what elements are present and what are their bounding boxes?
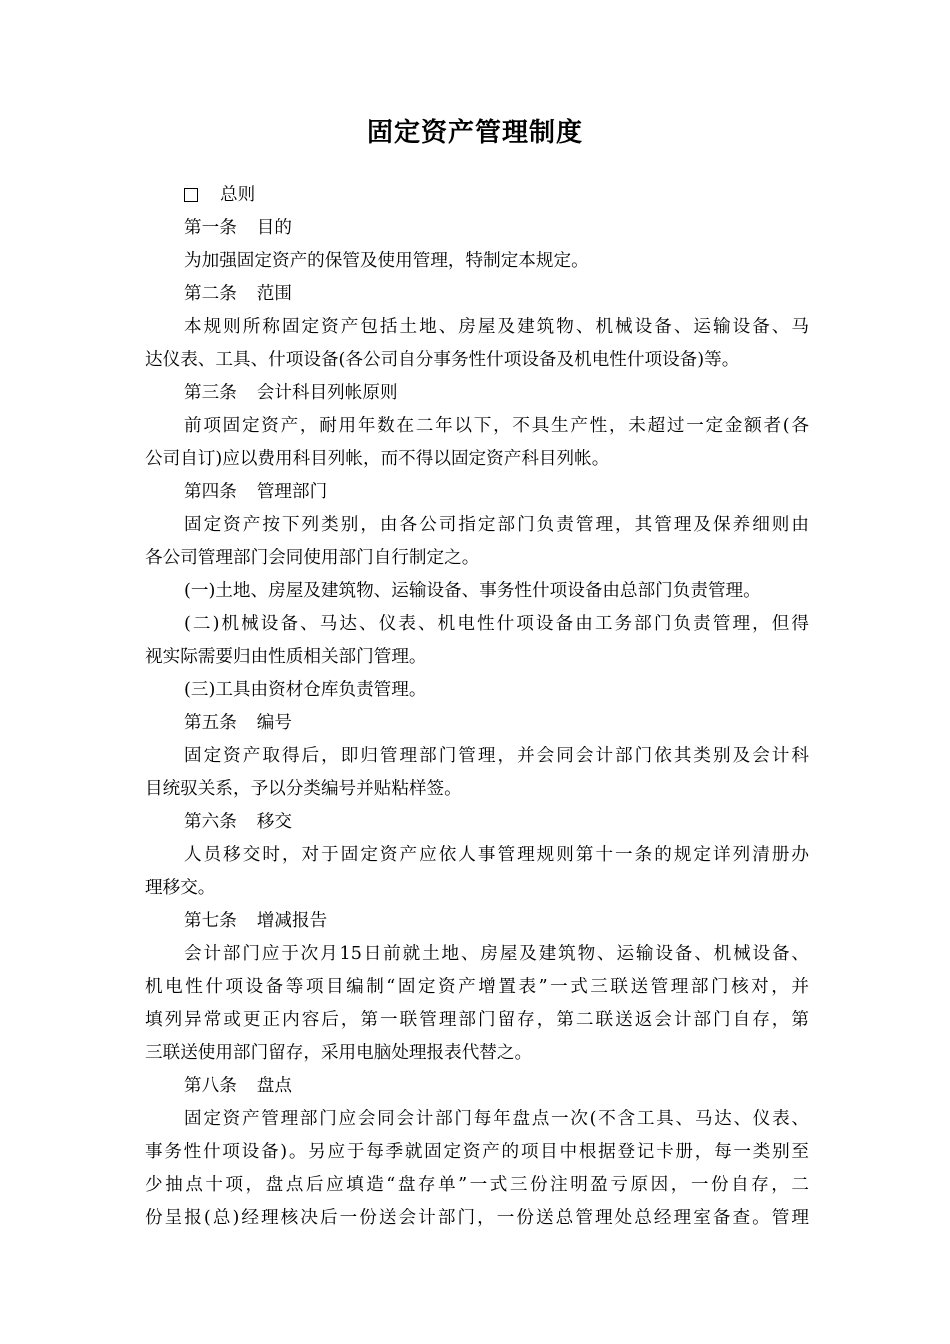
paragraph-line: 填列异常或更正内容后，第一联管理部门留存，第二联送返会计部门自存，第 [145, 1010, 809, 1030]
paragraph-line: 达仪表、工具、什项设备(各公司自分事务性什项设备及机电性什项设备)等。 [145, 350, 740, 370]
article-heading [145, 278, 809, 311]
article-heading [145, 476, 809, 509]
article-heading [145, 707, 809, 740]
document-body [145, 179, 809, 1235]
paragraph-line: 三联送使用部门留存，采用电脑处理报表代替之。 [145, 1043, 533, 1063]
paragraph-line: 机电性什项设备等项目编制“固定资产增置表”一式三联送管理部门核对，并 [145, 977, 809, 997]
article-heading [145, 377, 809, 410]
article-heading [145, 212, 809, 245]
article-title: 移交 [256, 812, 292, 832]
paragraph-line: (三)工具由资材仓库负责管理。 [184, 680, 427, 700]
paragraph-line: 固定资产取得后，即归管理部门管理，并会同会计部门依其类别及会计科 [184, 746, 809, 766]
article-heading [145, 1070, 809, 1103]
article-number: 第八条 [184, 1076, 237, 1096]
article-heading [145, 806, 809, 839]
paragraph-line: 前项固定资产，耐用年数在二年以下，不具生产性，未超过一定金额者(各 [184, 416, 809, 436]
article-number: 第二条 [184, 284, 237, 304]
paragraph-line: 固定资产按下列类别，由各公司指定部门负责管理，其管理及保养细则由 [184, 515, 809, 535]
article-title: 会计科目列帐原则 [256, 383, 398, 403]
article-number: 第七条 [184, 911, 237, 931]
article-number: 第一条 [184, 218, 237, 238]
paragraph-line: 视实际需要归由性质相关部门管理。 [145, 647, 427, 667]
article-heading [145, 905, 809, 938]
article-number: 第五条 [184, 713, 237, 733]
paragraph-line: 会计部门应于次月15日前就土地、房屋及建筑物、运输设备、机械设备、 [184, 944, 809, 964]
article-title: 盘点 [256, 1076, 292, 1096]
paragraph-line: 事务性什项设备)。另应于每季就固定资产的项目中根据登记卡册，每一类别至 [145, 1142, 809, 1162]
paragraph-line: 份呈报(总)经理核决后一份送会计部门，一份送总管理处总经理室备查。管理 [145, 1208, 809, 1228]
article-title: 范围 [256, 284, 292, 304]
article-number: 第四条 [184, 482, 237, 502]
paragraph-line: (一)土地、房屋及建筑物、运输设备、事务性什项设备由总部门负责管理。 [184, 581, 761, 601]
paragraph-line: (二)机械设备、马达、仪表、机电性什项设备由工务部门负责管理，但得 [184, 614, 809, 634]
article-title: 目的 [256, 218, 292, 238]
paragraph-line: 理移交。 [145, 878, 216, 898]
article-number: 第六条 [184, 812, 237, 832]
article-title: 增减报告 [256, 911, 328, 931]
paragraph-line: 各公司管理部门会同使用部门自行制定之。 [145, 548, 480, 568]
article-title: 管理部门 [256, 482, 328, 502]
page-title: 固定资产管理制度 [366, 118, 583, 148]
paragraph-line: 为加强固定资产的保管及使用管理，特制定本规定。 [184, 251, 589, 271]
checkbox-icon [184, 188, 198, 202]
paragraph-line: 目统驭关系，予以分类编号并贴粘样签。 [145, 779, 462, 799]
paragraph-line: 固定资产管理部门应会同会计部门每年盘点一次(不含工具、马达、仪表、 [184, 1109, 809, 1129]
section-heading [145, 179, 809, 212]
paragraph-line: 人员移交时，对于固定资产应依人事管理规则第十一条的规定详列清册办 [184, 845, 809, 865]
paragraph-line: 本规则所称固定资产包括土地、房屋及建筑物、机械设备、运输设备、马 [184, 317, 809, 337]
paragraph-line: 公司自订)应以费用科目列帐，而不得以固定资产科目列帐。 [145, 449, 610, 469]
article-title: 编号 [256, 713, 292, 733]
section-title: 总则 [220, 185, 256, 205]
paragraph-line: 少抽点十项，盘点后应填造“盘存单”一式三份注明盈亏原因，一份自存，二 [145, 1175, 809, 1195]
article-number: 第三条 [184, 383, 237, 403]
